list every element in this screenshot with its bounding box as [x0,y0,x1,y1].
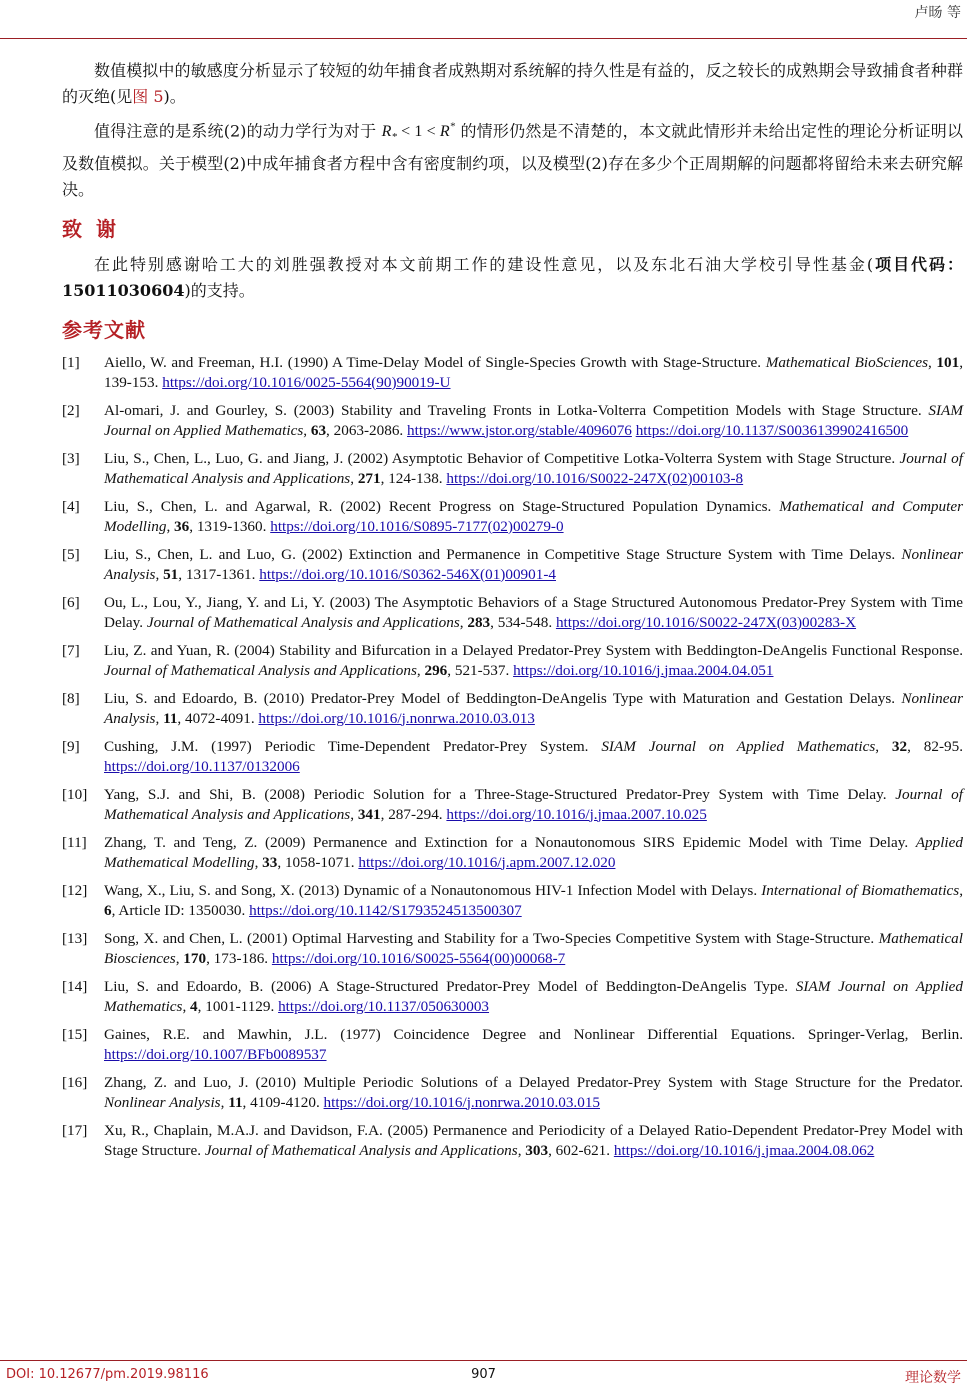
reference-separator: , [175,949,184,967]
reference-separator: , [875,737,892,755]
paragraph-text: 数值模拟中的敏感度分析显示了较短的幼年捕食者成熟期对系统解的持久性是有益的，反之较长的成熟期会导致捕食者种群的灭绝(见 [62,61,963,106]
reference-authors-title: Zhang, T. and Teng, Z. (2009) Permanence and Extinction for a Nonautonomous SIRS Epidemic Model with Time Delay. [104,833,916,851]
reference-separator: , [350,805,358,823]
header-rule [0,38,967,39]
reference-pages: , 534-548. [490,613,556,631]
reference-pages: , 1319-1360. [189,517,271,535]
reference-separator: , [155,565,164,583]
paragraph-sensitivity [62,58,963,110]
reference-doi-link[interactable]: https://doi.org/10.1016/S0022-247X(03)00283-X [555,613,857,631]
reference-pages: , 82-95. [907,737,963,755]
reference-authors-title: Liu, S., Chen, L. and Luo, G. (2002) Extinction and Permanence in Competitive Stage Structure System with Time Delays. [104,545,902,563]
reference-number: [16] [62,1073,88,1091]
reference-separator: , [182,997,191,1015]
reference-volume: 11 [163,709,178,727]
reference-volume: 6 [104,901,112,919]
reference-authors-title: Wang, X., Liu, S. and Song, X. (2013) Dynamic of a Nonautonomous HIV-1 Infection Model with Delays. [104,881,762,899]
reference-volume: 101 [936,353,960,371]
reference-authors-title: Liu, S. and Edoardo, B. (2006) A Stage-Structured Predator-Prey Model of Beddington-DeAngelis Type. [104,977,796,995]
reference-authors-title: Liu, S., Chen, L. and Agarwal, R. (2002) Recent Progress on Stage-Structured Population Dynamics. [104,497,780,515]
reference-number: [11] [62,833,87,851]
reference-journal: Mathematical BioSciences [765,353,929,371]
reference-pages: , 287-294. [380,805,447,823]
reference-authors-title: Ou, L., Lou, Y., Jiang, Y. and Li, Y. (2003) The Asymptotic Behaviors of a Stage Structured Autonomous Predator-Prey System with Time Delay. [104,593,963,631]
reference-authors-title: Gaines, R.E. and Mawhin, J.L. (1977) Coincidence Degree and Nonlinear Differential Equations. Springer-Verlag, Berlin. [104,1025,963,1043]
reference-journal: International of Biomathematics [761,881,960,899]
reference-item [62,881,963,921]
reference-item [62,785,963,825]
reference-journal: Journal of Mathematical Analysis and Applications [104,449,963,487]
reference-journal: Applied Mathematical Modelling [104,833,963,871]
reference-number: [17] [62,1121,88,1139]
reference-journal: SIAM Journal on Applied Mathematics [104,977,963,1015]
reference-journal: SIAM Journal on Applied Mathematics [104,401,963,439]
reference-number: [10] [62,785,88,803]
reference-pages: , 1317-1361. [178,565,260,583]
reference-item [62,689,963,729]
reference-volume: 11 [228,1093,243,1111]
reference-number: [6] [62,593,80,611]
reference-volume: 296 [424,661,448,679]
reference-pages: , 4072-4091. [177,709,259,727]
reference-journal: Mathematical Biosciences [104,929,963,967]
reference-number: [3] [62,449,80,467]
figure-5-link[interactable]: 图 5 [132,87,164,106]
reference-separator: , [350,469,358,487]
reference-doi-link[interactable]: https://doi.org/10.1137/S0036139902416500 [635,421,909,439]
acknowledgement-heading: 致谢 [62,216,130,241]
reference-separator: , [959,881,963,899]
reference-doi-link[interactable]: https://doi.org/10.1142/S1793524513500307 [249,901,522,919]
reference-doi-link[interactable]: https://doi.org/10.1007/BFb0089537 [104,1045,327,1063]
reference-volume: 170 [183,949,207,967]
reference-item [62,545,963,585]
paragraph-future-work [62,114,963,203]
project-code: 项目代码：15011030604 [62,254,963,300]
reference-volume: 36 [174,517,190,535]
reference-item [62,449,963,489]
reference-journal: Nonlinear Analysis [104,1093,221,1111]
reference-pages: , 4109-4120. [242,1093,324,1111]
reference-doi-link[interactable]: https://doi.org/10.1016/0025-5564(90)90019-U [162,373,451,391]
reference-volume: 33 [262,853,278,871]
reference-number: [14] [62,977,88,995]
reference-volume: 4 [190,997,198,1015]
reference-item [62,833,963,873]
reference-doi-link[interactable]: https://doi.org/10.1016/j.jmaa.2007.10.025 [446,805,707,823]
footer-rule [0,1360,967,1361]
reference-doi-link[interactable]: https://doi.org/10.1016/j.jmaa.2004.08.062 [613,1141,875,1159]
reference-journal: Journal of Mathematical Analysis and Applications [204,1141,518,1159]
reference-item [62,353,963,393]
reference-separator: , [254,853,263,871]
reference-item [62,593,963,633]
reference-pages: , 1058-1071. [277,853,359,871]
reference-item [62,929,963,969]
reference-volume: 303 [525,1141,549,1159]
reference-pages: , 173-186. [206,949,272,967]
reference-doi-link[interactable]: https://www.jstor.org/stable/4096076 [407,421,632,439]
reference-item [62,977,963,1017]
reference-journal: Nonlinear Analysis [104,689,963,727]
reference-number: [1] [62,353,80,371]
reference-authors-title: Aiello, W. and Freeman, H.I. (1990) A Time-Delay Model of Single-Species Growth with Stage-Structure. [104,353,766,371]
reference-authors-title: Song, X. and Chen, L. (2001) Optimal Harvesting and Stability for a Two-Species Competitive System with Stage-Structure. [104,929,879,947]
page-body [62,58,963,1169]
reference-journal: Journal of Mathematical Analysis and Applications [104,785,963,823]
reference-doi-link[interactable]: https://doi.org/10.1137/050630003 [278,997,490,1015]
reference-separator: , [416,661,425,679]
reference-number: [12] [62,881,88,899]
reference-item [62,497,963,537]
reference-doi-link[interactable]: https://doi.org/10.1137/0132006 [104,757,300,775]
reference-item [62,1073,963,1113]
reference-separator: , [459,613,468,631]
reference-doi-link[interactable]: https://doi.org/10.1016/S0025-5564(00)00068-7 [271,949,566,967]
paragraph-text: 值得注意的是系统(2)的动力学行为对于 [94,121,382,141]
reference-journal: SIAM Journal on Applied Mathematics [601,737,876,755]
reference-separator: , [303,421,311,439]
reference-doi-link[interactable]: https://doi.org/10.1016/j.nonrwa.2010.03.015 [323,1093,601,1111]
reference-journal: Journal of Mathematical Analysis and Applications [104,661,417,679]
reference-doi-link[interactable]: https://doi.org/10.1016/S0362-546X(01)00901-4 [259,565,556,583]
reference-number: [7] [62,641,80,659]
reference-authors-title: Xu, R., Chaplain, M.A.J. and Davidson, F.A. (2005) Permanence and Periodicity of a Delayed Ratio-Dependent Predator-Prey Model with Stage Structure. [104,1121,963,1159]
reference-doi-link[interactable]: https://doi.org/10.1016/j.apm.2007.12.020 [358,853,616,871]
journal-name: 理论数学 [905,1370,961,1386]
reference-number: [2] [62,401,80,419]
reference-doi-link[interactable]: https://doi.org/10.1016/S0895-7177(02)00279-0 [270,517,564,535]
reference-volume: 283 [467,613,491,631]
reference-pages: , 2063-2086. [326,421,408,439]
reference-journal: Mathematical and Computer Modelling [104,497,963,535]
page-number: 907 [471,1367,496,1382]
reference-number: [8] [62,689,80,707]
paragraph-text-end: )。 [163,87,186,106]
reference-volume: 63 [310,421,327,439]
reference-item [62,641,963,681]
reference-pages: , 521-537. [447,661,514,679]
reference-volume: 271 [357,469,381,487]
reference-authors-title: Al-omari, J. and Gourley, S. (2003) Stability and Traveling Fronts in Lotka-Volterra Competition Models with Stage Structure. [104,401,929,419]
acknowledgement-text: 在此特别感谢哈工大的刘胜强教授对本文前期工作的建设性意见，以及东北石油大学校引导性基金(项目代码：15011030604)的支持。 [62,254,963,300]
reference-pages: , 1001-1129. [197,997,279,1015]
reference-journal: Nonlinear Analysis [104,545,963,583]
reference-pages: , 124-138. [380,469,447,487]
reference-authors-title: Cushing, J.M. (1997) Periodic Time-Dependent Predator-Prey System. [104,737,602,755]
footer-doi[interactable]: DOI: 10.12677/pm.2019.98116 [6,1367,209,1382]
reference-pages: , 602-621. [548,1141,614,1159]
reference-volume: 341 [357,805,381,823]
reference-item [62,401,963,441]
references-heading: 参考文献 [62,317,146,342]
reference-volume: 51 [163,565,179,583]
reference-volume: 32 [891,737,908,755]
reference-separator: , [928,353,937,371]
reference-separator: , [517,1141,526,1159]
reference-list [62,353,963,1161]
reference-doi-link[interactable]: https://doi.org/10.1016/j.jmaa.2004.04.051 [513,661,774,679]
reference-separator: , [166,517,175,535]
reference-authors-title: Liu, S., Chen, L., Luo, G. and Jiang, J. (2002) Asymptotic Behavior of Competitive Lotka-Volterra System with Stage Structure. [104,449,900,467]
inequality-math: $R_* < 1 < R^*$ [381,121,456,144]
reference-number: [9] [62,737,80,755]
reference-number: [4] [62,497,80,515]
reference-item [62,737,963,777]
reference-number: [13] [62,929,88,947]
paragraph-text-end: 的情形仍然是不清楚的，本文就此情形并未给出定性的理论分析证明以及数值模拟。关于模型(2)中成年捕食者方程中含有密度制约项，以及模型(2)存在多少个正周期解的问题都将留给未来去研究解决。 [62,121,963,199]
reference-item [62,1121,963,1161]
reference-doi-link[interactable]: https://doi.org/10.1016/j.nonrwa.2010.03.013 [258,709,535,727]
reference-doi-link[interactable]: https://doi.org/10.1016/S0022-247X(02)00103-8 [446,469,744,487]
reference-pages: , 139-153. [104,353,963,391]
reference-item [62,1025,963,1065]
reference-authors-title: Yang, S.J. and Shi, B. (2008) Periodic Solution for a Three-Stage-Structured Predator-Prey System with Time Delay. [104,785,896,803]
reference-number: [5] [62,545,80,563]
reference-separator: , [220,1093,229,1111]
reference-authors-title: Liu, Z. and Yuan, R. (2004) Stability and Bifurcation in a Delayed Predator-Prey System with Beddington-DeAngelis Functional Response. [104,641,963,659]
reference-separator: , [155,709,164,727]
running-head: 卢旸 等 [914,5,961,21]
reference-pages: , Article ID: 1350030. [111,901,250,919]
reference-authors-title: Liu, S. and Edoardo, B. (2010) Predator-Prey Model of Beddington-DeAngelis Type with Maturation and Gestation Delays. [104,689,902,707]
reference-number: [15] [62,1025,88,1043]
reference-authors-title: Zhang, Z. and Luo, J. (2010) Multiple Periodic Solutions of a Delayed Predator-Prey System with Stage Structure for the Predator. [104,1073,963,1091]
reference-journal: Journal of Mathematical Analysis and Applications [146,613,460,631]
